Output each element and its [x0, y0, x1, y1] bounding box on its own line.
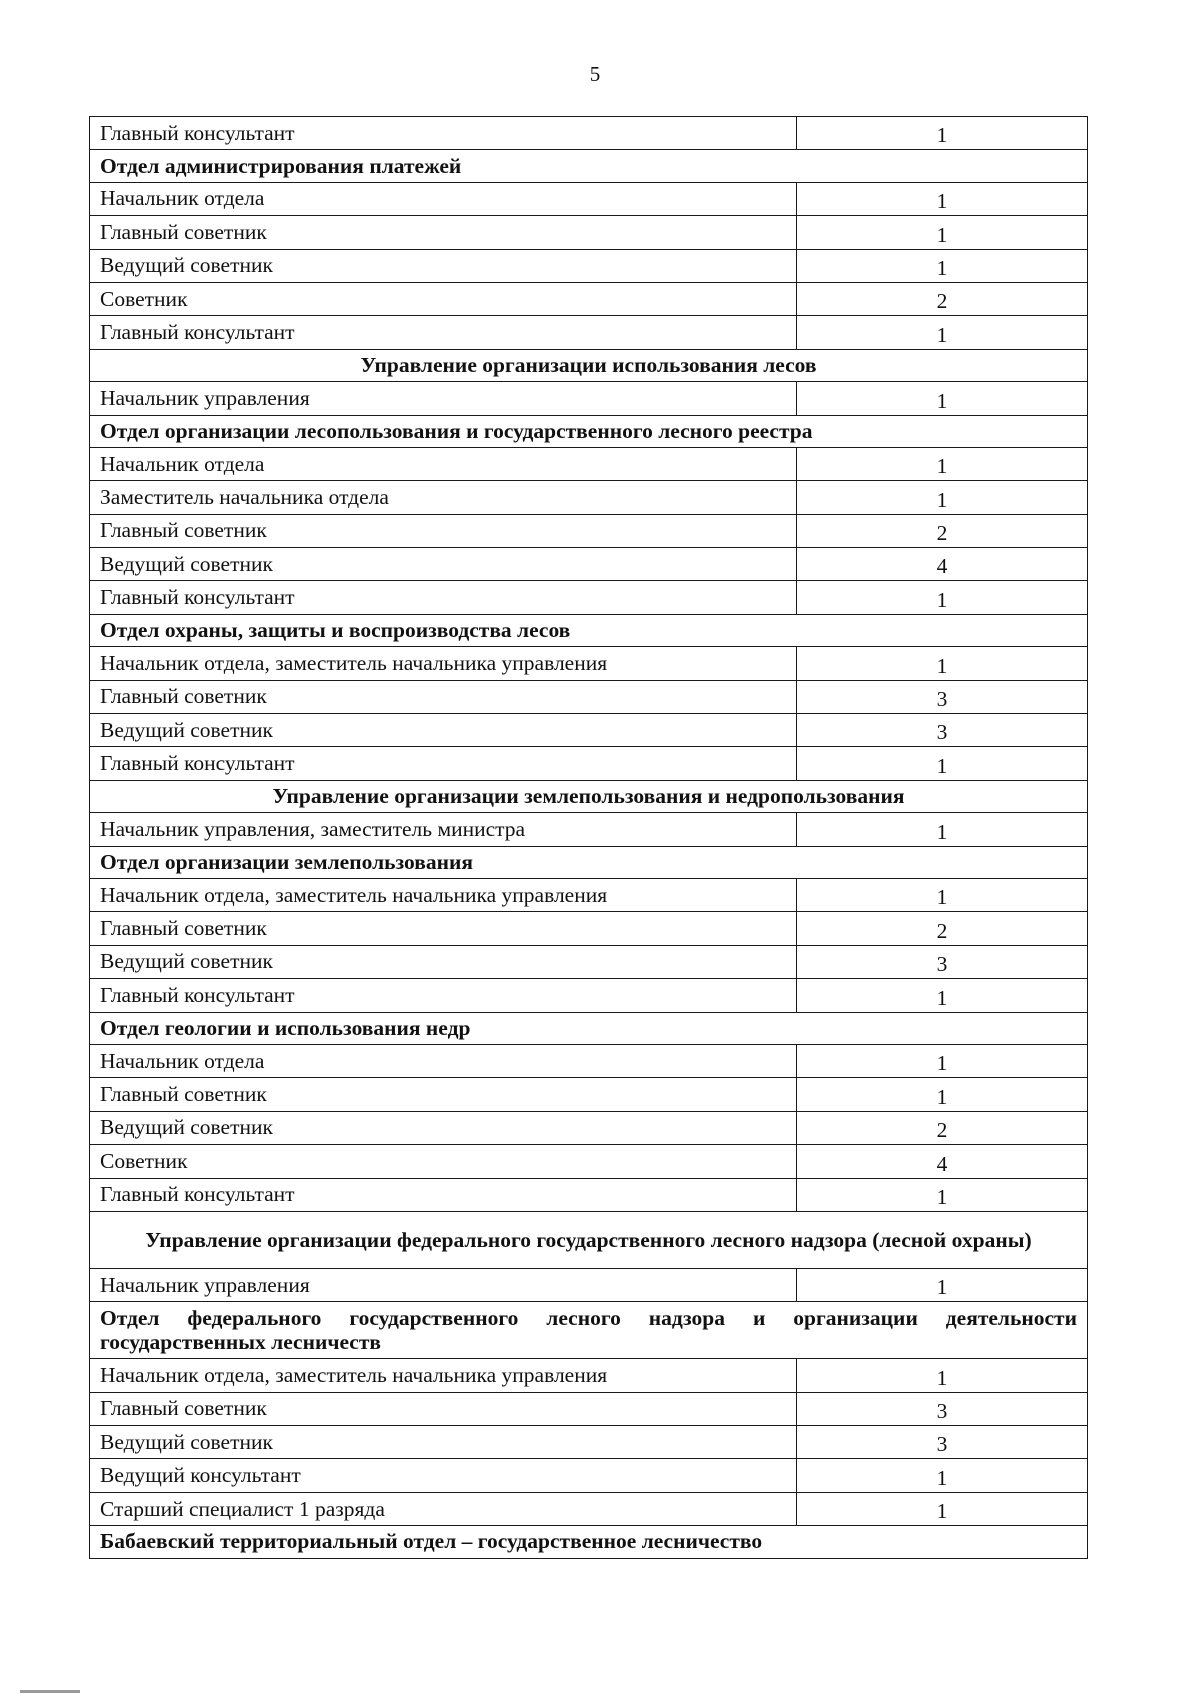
- position-count: 2: [797, 514, 1088, 547]
- staffing-table: [89, 116, 1088, 1559]
- position-count: 1: [797, 878, 1088, 911]
- position-title: Главный консультант: [90, 581, 797, 614]
- section-heading: Отдел организации землепользования: [90, 846, 1088, 878]
- position-count: 1: [797, 447, 1088, 480]
- position-row: [90, 747, 1088, 780]
- position-row: [90, 1459, 1088, 1492]
- section-heading: Отдел организации лесопользования и государственного лесного реестра: [90, 415, 1088, 447]
- section-heading-row: [90, 1526, 1088, 1558]
- position-title: Начальник управления: [90, 382, 797, 415]
- position-title: Главный советник: [90, 1392, 797, 1425]
- position-row: [90, 1359, 1088, 1392]
- position-row: [90, 979, 1088, 1012]
- position-count: 3: [797, 714, 1088, 747]
- position-count: 2: [797, 912, 1088, 945]
- section-heading-row: [90, 349, 1088, 381]
- position-row: [90, 182, 1088, 215]
- position-row: [90, 1492, 1088, 1525]
- position-title: Ведущий советник: [90, 1111, 797, 1144]
- page-number: 5: [589, 62, 601, 86]
- position-count: 3: [797, 1392, 1088, 1425]
- position-count: 3: [797, 1426, 1088, 1459]
- section-heading-row: [90, 780, 1088, 812]
- position-title: Ведущий советник: [90, 714, 797, 747]
- position-title: Главный советник: [90, 912, 797, 945]
- section-heading-row: [90, 1211, 1088, 1268]
- section-heading: Отдел охраны, защиты и воспроизводства лесов: [90, 614, 1088, 646]
- scan-edge-mark: [20, 1690, 80, 1693]
- position-row: [90, 1145, 1088, 1178]
- section-heading: Отдел геологии и использования недр: [90, 1012, 1088, 1044]
- position-row: [90, 878, 1088, 911]
- position-count: 1: [797, 1359, 1088, 1392]
- position-count: 1: [797, 581, 1088, 614]
- section-heading-row: [90, 846, 1088, 878]
- position-title: Начальник отдела, заместитель начальника управления: [90, 1359, 797, 1392]
- position-count: 1: [797, 481, 1088, 514]
- position-count: 1: [797, 182, 1088, 215]
- position-title: Старший специалист 1 разряда: [90, 1492, 797, 1525]
- position-title: Ведущий советник: [90, 249, 797, 282]
- position-title: Начальник отдела, заместитель начальника управления: [90, 878, 797, 911]
- position-title: Главный советник: [90, 216, 797, 249]
- position-count: 1: [797, 1459, 1088, 1492]
- position-count: 1: [797, 249, 1088, 282]
- position-title: Начальник управления: [90, 1268, 797, 1301]
- position-title: Ведущий консультант: [90, 1459, 797, 1492]
- position-count: 1: [797, 1492, 1088, 1525]
- position-title: Начальник отдела: [90, 182, 797, 215]
- position-title: Начальник управления, заместитель министра: [90, 813, 797, 846]
- position-row: [90, 1178, 1088, 1211]
- position-title: Советник: [90, 1145, 797, 1178]
- position-row: [90, 216, 1088, 249]
- position-count: 4: [797, 548, 1088, 581]
- position-row: [90, 945, 1088, 978]
- position-title: Главный консультант: [90, 117, 797, 150]
- position-count: 1: [797, 117, 1088, 150]
- section-heading: Отдел федерального государственного лесного надзора и организации деятельности государственных лесничеств: [90, 1302, 1088, 1359]
- position-count: 1: [797, 316, 1088, 349]
- position-count: 1: [797, 216, 1088, 249]
- position-row: [90, 714, 1088, 747]
- position-row: [90, 647, 1088, 680]
- position-title: Главный консультант: [90, 1178, 797, 1211]
- position-row: [90, 481, 1088, 514]
- position-row: [90, 1426, 1088, 1459]
- section-heading-row: [90, 1302, 1088, 1359]
- position-row: [90, 680, 1088, 713]
- position-row: [90, 249, 1088, 282]
- position-count: 1: [797, 1044, 1088, 1077]
- position-count: 1: [797, 979, 1088, 1012]
- position-row: [90, 282, 1088, 315]
- position-row: [90, 1078, 1088, 1111]
- position-title: Главный консультант: [90, 747, 797, 780]
- position-row: [90, 1044, 1088, 1077]
- position-title: Главный советник: [90, 680, 797, 713]
- position-title: Начальник отдела: [90, 447, 797, 480]
- position-count: 2: [797, 282, 1088, 315]
- position-row: [90, 1268, 1088, 1301]
- position-title: Ведущий советник: [90, 945, 797, 978]
- position-title: Начальник отдела, заместитель начальника управления: [90, 647, 797, 680]
- section-heading-row: [90, 150, 1088, 182]
- position-title: Заместитель начальника отдела: [90, 481, 797, 514]
- position-count: 1: [797, 1178, 1088, 1211]
- position-title: Начальник отдела: [90, 1044, 797, 1077]
- position-count: 2: [797, 1111, 1088, 1144]
- position-row: [90, 813, 1088, 846]
- position-count: 1: [797, 1078, 1088, 1111]
- section-heading: Бабаевский территориальный отдел – государственное лесничество: [90, 1526, 1088, 1558]
- section-heading: Управление организации использования лесов: [90, 349, 1088, 381]
- position-row: [90, 447, 1088, 480]
- position-row: [90, 514, 1088, 547]
- position-count: 1: [797, 813, 1088, 846]
- position-count: 1: [797, 647, 1088, 680]
- position-count: 3: [797, 945, 1088, 978]
- position-count: 4: [797, 1145, 1088, 1178]
- position-row: [90, 1111, 1088, 1144]
- position-count: 1: [797, 1268, 1088, 1301]
- position-title: Главный советник: [90, 1078, 797, 1111]
- position-title: Главный консультант: [90, 979, 797, 1012]
- position-count: 1: [797, 747, 1088, 780]
- position-title: Главный консультант: [90, 316, 797, 349]
- position-count: 3: [797, 680, 1088, 713]
- position-row: [90, 117, 1088, 150]
- staffing-table-body: [90, 117, 1088, 1559]
- section-heading: Отдел администрирования платежей: [90, 150, 1088, 182]
- section-heading-row: [90, 415, 1088, 447]
- position-row: [90, 316, 1088, 349]
- section-heading: Управление организации федерального государственного лесного надзора (лесной охраны): [90, 1211, 1088, 1268]
- section-heading-row: [90, 614, 1088, 646]
- position-row: [90, 581, 1088, 614]
- position-title: Ведущий советник: [90, 548, 797, 581]
- section-heading-row: [90, 1012, 1088, 1044]
- position-title: Ведущий советник: [90, 1426, 797, 1459]
- position-row: [90, 548, 1088, 581]
- position-count: 1: [797, 382, 1088, 415]
- position-title: Советник: [90, 282, 797, 315]
- section-heading: Управление организации землепользования и недропользования: [90, 780, 1088, 812]
- position-title: Главный советник: [90, 514, 797, 547]
- position-row: [90, 1392, 1088, 1425]
- position-row: [90, 912, 1088, 945]
- position-row: [90, 382, 1088, 415]
